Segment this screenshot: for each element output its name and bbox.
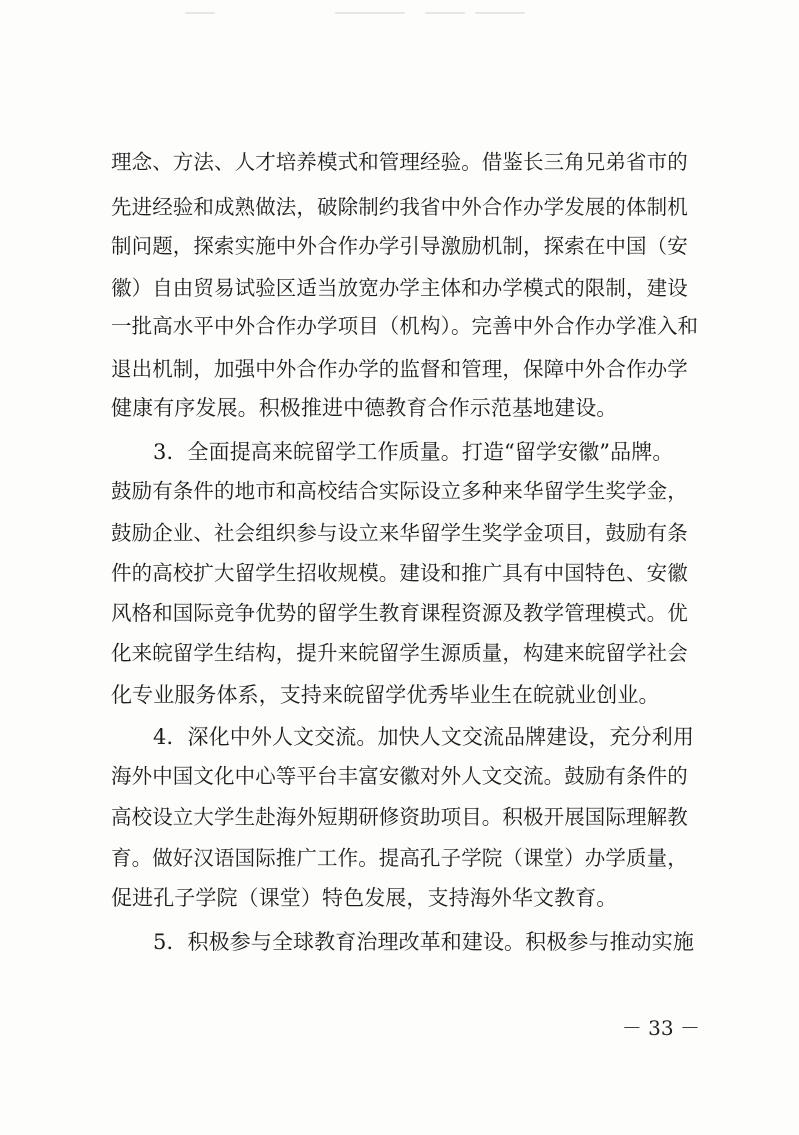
text-line: 化专业服务体系，支持来皖留学优秀毕业生在皖就业创业。 [111, 683, 660, 707]
text-line: 海外中国文化中心等平台丰富安徽对外人文交流。鼓励有条件的 [111, 764, 688, 788]
section-heading-4: 4．深化中外人文交流。加快人文交流品牌建设，充分利用 [153, 725, 694, 749]
scan-artifact [165, 8, 645, 20]
text-line: 鼓励有条件的地市和高校结合实际设立多种来华留学生奖学金， [111, 479, 688, 503]
section-heading-5: 5．积极参与全球教育治理改革和建设。积极参与推动实施 [153, 930, 694, 954]
page-number: － 33 － [621, 1016, 700, 1040]
text-line: 徽）自由贸易试验区适当放宽办学主体和办学模式的限制，建设 [111, 276, 688, 300]
text-line: 高校设立大学生赴海外短期研修资助项目。积极开展国际理解教 [111, 805, 688, 829]
text-line: 理念、方法、人才培养模式和管理经验。借鉴长三角兄弟省市的 [111, 150, 688, 174]
text-line: 制问题，探索实施中外合作办学引导激励机制，探索在中国（安 [111, 234, 688, 258]
text-line: 一批高水平中外合作办学项目（机构）。完善中外合作办学准入和 [111, 314, 699, 338]
text-line: 健康有序发展。积极推进中德教育合作示范基地建设。 [111, 396, 618, 420]
text-line: 鼓励企业、社会组织参与设立来华留学生奖学金项目，鼓励有条 [111, 521, 688, 545]
text-line: 风格和国际竞争优势的留学生教育课程资源及教学管理模式。优 [111, 601, 688, 625]
text-line: 件的高校扩大留学生招收规模。建设和推广具有中国特色、安徽 [111, 561, 688, 585]
text-line: 先进经验和成熟做法，破除制约我省中外合作办学发展的体制机 [111, 195, 688, 219]
section-heading-3: 3．全面提高来皖留学工作质量。打造“留学安徽”品牌。 [153, 440, 674, 464]
text-line: 退出机制，加强中外合作办学的监督和管理，保障中外合作办学 [111, 357, 688, 381]
text-line: 育。做好汉语国际推广工作。提高孔子学院（课堂）办学质量， [111, 846, 688, 870]
text-line: 促进孔子学院（课堂）特色发展，支持海外华文教育。 [111, 886, 618, 910]
text-line: 化来皖留学生结构，提升来皖留学生源质量，构建来皖留学社会 [111, 641, 688, 665]
